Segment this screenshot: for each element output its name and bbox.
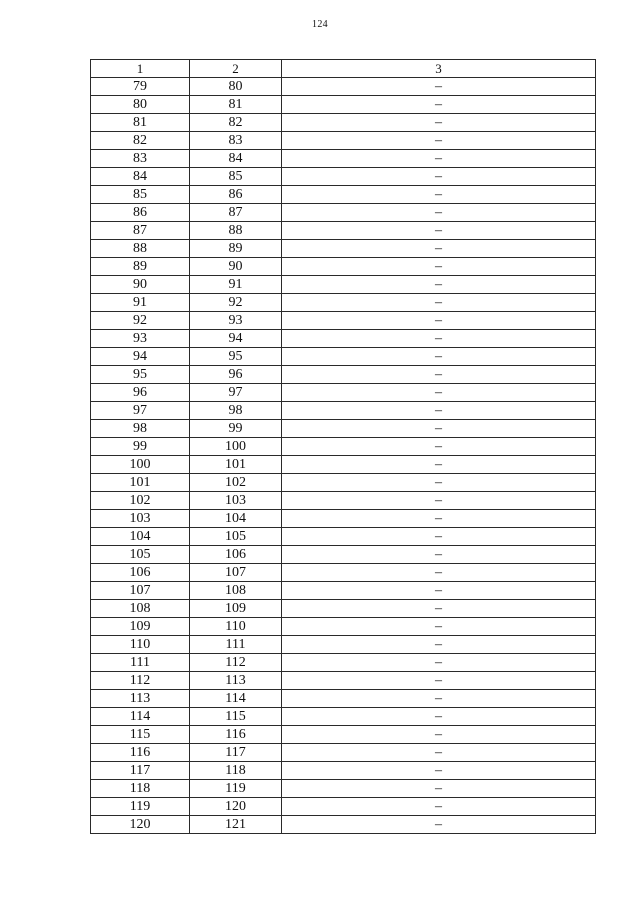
table-cell-col-2: 99	[190, 420, 282, 438]
table-cell-col-3: –	[282, 798, 596, 816]
table-row	[91, 798, 596, 816]
table-cell-col-1: 81	[91, 114, 190, 132]
table-cell-col-3: –	[282, 240, 596, 258]
table-cell-col-1: 92	[91, 312, 190, 330]
table-cell-col-3: –	[282, 762, 596, 780]
table-row	[91, 186, 596, 204]
table-cell-col-2: 80	[190, 78, 282, 96]
table-row	[91, 168, 596, 186]
table-cell-col-3: –	[282, 186, 596, 204]
table-cell-col-2: 83	[190, 132, 282, 150]
table-cell-col-2: 116	[190, 726, 282, 744]
table-row	[91, 330, 596, 348]
table-cell-col-3: –	[282, 654, 596, 672]
table-cell-col-2: 110	[190, 618, 282, 636]
table-cell-col-3: –	[282, 204, 596, 222]
table-cell-col-1: 111	[91, 654, 190, 672]
table-row	[91, 222, 596, 240]
table-row	[91, 762, 596, 780]
table-row	[91, 582, 596, 600]
table-cell-col-2: 98	[190, 402, 282, 420]
table-cell-col-1: 114	[91, 708, 190, 726]
table-cell-col-1: 105	[91, 546, 190, 564]
table-row	[91, 600, 596, 618]
table-cell-col-2: 89	[190, 240, 282, 258]
table-cell-col-2: 101	[190, 456, 282, 474]
table-cell-col-1: 112	[91, 672, 190, 690]
table-cell-col-3: –	[282, 402, 596, 420]
table-cell-col-3: –	[282, 672, 596, 690]
page-number: 124	[312, 19, 328, 30]
table-cell-col-1: 120	[91, 816, 190, 834]
table-cell-col-1: 83	[91, 150, 190, 168]
table-row	[91, 456, 596, 474]
table-cell-col-2: 92	[190, 294, 282, 312]
table-cell-col-1: 86	[91, 204, 190, 222]
table-cell-col-1: 82	[91, 132, 190, 150]
table-cell-col-1: 94	[91, 348, 190, 366]
table-header-row	[91, 60, 596, 78]
table-cell-col-3: –	[282, 528, 596, 546]
table-cell-col-2: 81	[190, 96, 282, 114]
table-row	[91, 366, 596, 384]
table-cell-col-1: 79	[91, 78, 190, 96]
table-cell-col-1: 109	[91, 618, 190, 636]
data-table	[90, 59, 596, 834]
table-cell-col-1: 102	[91, 492, 190, 510]
table-cell-col-3: –	[282, 456, 596, 474]
table-row	[91, 114, 596, 132]
table-row	[91, 240, 596, 258]
table-cell-col-2: 103	[190, 492, 282, 510]
table-row	[91, 528, 596, 546]
table-cell-col-3: –	[282, 438, 596, 456]
table-cell-col-3: –	[282, 600, 596, 618]
table-cell-col-2: 100	[190, 438, 282, 456]
table-row	[91, 690, 596, 708]
table-cell-col-1: 96	[91, 384, 190, 402]
table-row	[91, 312, 596, 330]
table-cell-col-3: –	[282, 312, 596, 330]
table-body	[91, 78, 596, 834]
table-cell-col-3: –	[282, 366, 596, 384]
table-row	[91, 348, 596, 366]
table-cell-col-2: 120	[190, 798, 282, 816]
table-cell-col-2: 94	[190, 330, 282, 348]
table-row	[91, 510, 596, 528]
table-cell-col-2: 121	[190, 816, 282, 834]
table-cell-col-3: –	[282, 384, 596, 402]
table-cell-col-2: 86	[190, 186, 282, 204]
table-cell-col-1: 80	[91, 96, 190, 114]
table-cell-col-2: 93	[190, 312, 282, 330]
table-row	[91, 816, 596, 834]
table-cell-col-1: 108	[91, 600, 190, 618]
table-row	[91, 546, 596, 564]
table-cell-col-2: 95	[190, 348, 282, 366]
table-cell-col-3: –	[282, 636, 596, 654]
table-cell-col-1: 117	[91, 762, 190, 780]
table-row	[91, 294, 596, 312]
table-cell-col-1: 98	[91, 420, 190, 438]
table-cell-col-1: 84	[91, 168, 190, 186]
table-cell-col-3: –	[282, 510, 596, 528]
table-row	[91, 564, 596, 582]
column-header-2: 2	[190, 60, 282, 78]
table-cell-col-2: 111	[190, 636, 282, 654]
table-cell-col-2: 96	[190, 366, 282, 384]
table-cell-col-1: 99	[91, 438, 190, 456]
table-cell-col-2: 87	[190, 204, 282, 222]
table-cell-col-2: 85	[190, 168, 282, 186]
table-cell-col-1: 93	[91, 330, 190, 348]
table-cell-col-1: 91	[91, 294, 190, 312]
table-cell-col-2: 117	[190, 744, 282, 762]
table-row	[91, 402, 596, 420]
table-row	[91, 492, 596, 510]
table-cell-col-2: 91	[190, 276, 282, 294]
table-cell-col-3: –	[282, 276, 596, 294]
table-cell-col-3: –	[282, 816, 596, 834]
table-row	[91, 618, 596, 636]
table-cell-col-2: 82	[190, 114, 282, 132]
table-row	[91, 672, 596, 690]
table-cell-col-3: –	[282, 330, 596, 348]
table-cell-col-3: –	[282, 114, 596, 132]
table-cell-col-3: –	[282, 168, 596, 186]
table-cell-col-2: 106	[190, 546, 282, 564]
table-cell-col-3: –	[282, 564, 596, 582]
table-cell-col-2: 114	[190, 690, 282, 708]
table-row	[91, 654, 596, 672]
table-cell-col-3: –	[282, 96, 596, 114]
table-cell-col-3: –	[282, 618, 596, 636]
table-row	[91, 258, 596, 276]
table-cell-col-3: –	[282, 744, 596, 762]
table-row	[91, 420, 596, 438]
table-cell-col-2: 105	[190, 528, 282, 546]
table-cell-col-1: 88	[91, 240, 190, 258]
table-cell-col-2: 107	[190, 564, 282, 582]
table-cell-col-2: 102	[190, 474, 282, 492]
table-cell-col-3: –	[282, 222, 596, 240]
table-cell-col-3: –	[282, 348, 596, 366]
table-cell-col-1: 87	[91, 222, 190, 240]
table-cell-col-3: –	[282, 420, 596, 438]
table-cell-col-3: –	[282, 690, 596, 708]
table-cell-col-3: –	[282, 582, 596, 600]
table-cell-col-3: –	[282, 258, 596, 276]
table-row	[91, 636, 596, 654]
table-cell-col-3: –	[282, 546, 596, 564]
table-cell-col-1: 106	[91, 564, 190, 582]
table-cell-col-2: 113	[190, 672, 282, 690]
table-cell-col-3: –	[282, 78, 596, 96]
table-cell-col-2: 109	[190, 600, 282, 618]
table-row	[91, 708, 596, 726]
table-cell-col-1: 104	[91, 528, 190, 546]
table-cell-col-3: –	[282, 294, 596, 312]
table-cell-col-1: 95	[91, 366, 190, 384]
table-cell-col-2: 115	[190, 708, 282, 726]
column-header-3: 3	[282, 60, 596, 78]
table-row	[91, 150, 596, 168]
table-cell-col-2: 88	[190, 222, 282, 240]
table-cell-col-1: 100	[91, 456, 190, 474]
table-cell-col-1: 110	[91, 636, 190, 654]
table-cell-col-1: 103	[91, 510, 190, 528]
table-cell-col-2: 118	[190, 762, 282, 780]
table-cell-col-1: 97	[91, 402, 190, 420]
table-row	[91, 132, 596, 150]
table-cell-col-3: –	[282, 150, 596, 168]
table-cell-col-3: –	[282, 474, 596, 492]
table-row	[91, 438, 596, 456]
table-row	[91, 744, 596, 762]
table-cell-col-1: 107	[91, 582, 190, 600]
table-cell-col-1: 113	[91, 690, 190, 708]
table-cell-col-2: 104	[190, 510, 282, 528]
column-header-1: 1	[91, 60, 190, 78]
table-row	[91, 78, 596, 96]
table-cell-col-2: 90	[190, 258, 282, 276]
table-row	[91, 474, 596, 492]
table-cell-col-1: 90	[91, 276, 190, 294]
table-cell-col-2: 119	[190, 780, 282, 798]
table-cell-col-3: –	[282, 780, 596, 798]
table-cell-col-1: 116	[91, 744, 190, 762]
table-cell-col-2: 112	[190, 654, 282, 672]
table-cell-col-3: –	[282, 726, 596, 744]
table-row	[91, 276, 596, 294]
table-cell-col-2: 97	[190, 384, 282, 402]
table-cell-col-3: –	[282, 492, 596, 510]
table-row	[91, 384, 596, 402]
table-cell-col-1: 89	[91, 258, 190, 276]
table-cell-col-3: –	[282, 132, 596, 150]
table-cell-col-1: 119	[91, 798, 190, 816]
table-cell-col-1: 101	[91, 474, 190, 492]
table-row	[91, 780, 596, 798]
table-row	[91, 726, 596, 744]
table-cell-col-3: –	[282, 708, 596, 726]
table-cell-col-2: 108	[190, 582, 282, 600]
table-cell-col-1: 115	[91, 726, 190, 744]
table-cell-col-2: 84	[190, 150, 282, 168]
table-row	[91, 96, 596, 114]
table-cell-col-1: 85	[91, 186, 190, 204]
table-cell-col-1: 118	[91, 780, 190, 798]
table-row	[91, 204, 596, 222]
